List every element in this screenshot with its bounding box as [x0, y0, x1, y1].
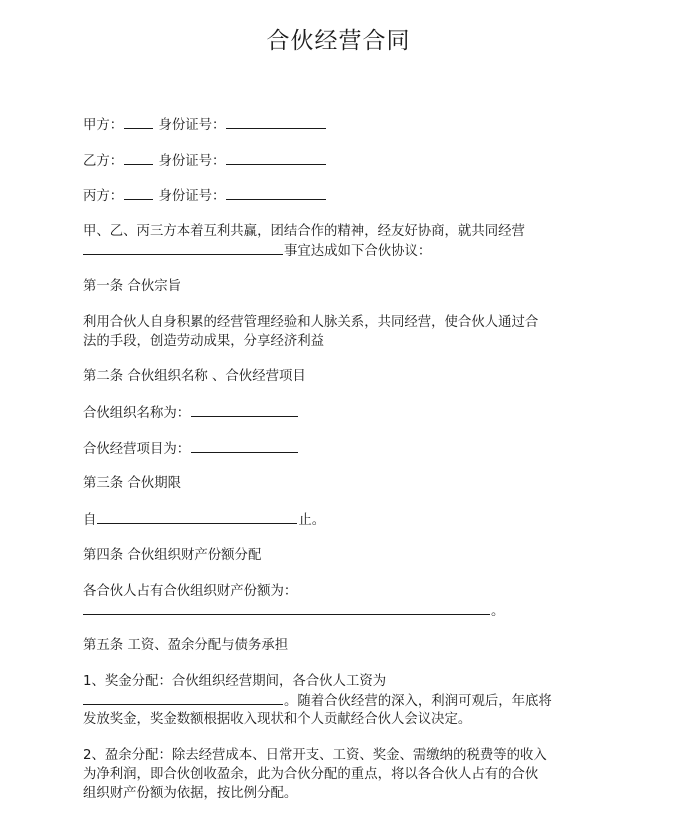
party-c-id-blank[interactable] — [226, 186, 326, 200]
article-5-heading: 第五条 工资、盈余分配与债务承担 — [83, 638, 289, 653]
share-line-1: 各合伙人占有合伙组织财产份额为： — [83, 584, 298, 599]
party-c-id-label: 身份证号： — [158, 189, 226, 204]
article-1-line-1: 利用合伙人自身积累的经营管理经验和人脉关系，共同经营，使合伙人通过合 — [83, 315, 539, 330]
surplus-line-2: 为净利润，即合伙创收盈余，此为合伙分配的重点，将以各合伙人占有的合伙 — [83, 767, 539, 782]
intro-line-2 — [83, 241, 593, 261]
share-end: 。 — [491, 604, 505, 619]
article-2-heading: 第二条 合伙组织名称 、合伙经营项目 — [83, 369, 306, 384]
bonus-line-3: 发放奖金，奖金数额根据收入现状和个人贡献经合伙人会议决定。 — [83, 712, 472, 727]
party-b-line — [83, 151, 593, 171]
share-blank[interactable] — [83, 601, 490, 615]
article-4-heading: 第四条 合伙组织财产份额分配 — [83, 548, 262, 563]
term-from-label: 自 — [83, 513, 97, 528]
party-c-line — [83, 186, 593, 206]
salary-blank[interactable] — [83, 691, 283, 705]
term-blank[interactable] — [97, 510, 297, 524]
org-name-label: 合伙组织名称为： — [83, 406, 191, 421]
intro-line-2-text: 事宜达成如下合伙协议： — [284, 244, 432, 259]
term-line — [83, 510, 593, 530]
article-1-line-2: 法的手段，创造劳动成果，分享经济利益 — [83, 334, 325, 349]
document-title: 合伙经营合同 — [266, 28, 411, 54]
party-a-label: 甲方： — [83, 118, 124, 133]
project-blank[interactable] — [191, 439, 298, 453]
intro-line-1: 甲、乙、丙三方本着互利共赢，团结合作的精神，经友好协商，就共同经营 — [83, 224, 525, 239]
party-a-id-label: 身份证号： — [158, 118, 226, 133]
share-line-2 — [83, 601, 593, 621]
party-c-name-blank[interactable] — [124, 186, 153, 200]
org-name-blank[interactable] — [191, 403, 298, 417]
party-b-label: 乙方： — [83, 154, 124, 169]
project-label: 合伙经营项目为： — [83, 442, 191, 457]
party-c-label: 丙方： — [83, 189, 124, 204]
party-a-id-blank[interactable] — [226, 115, 326, 129]
party-b-id-blank[interactable] — [226, 151, 326, 165]
term-to-label: 止。 — [298, 513, 326, 528]
project-line — [83, 439, 593, 459]
article-3-heading: 第三条 合伙期限 — [83, 476, 181, 491]
surplus-line-1: 2、盈余分配：除去经营成本、日常开支、工资、奖金、需缴纳的税费等的收入 — [83, 748, 547, 763]
surplus-line-3: 组织财产份额为依据，按比例分配。 — [83, 786, 298, 801]
party-a-line — [83, 115, 593, 135]
party-b-id-label: 身份证号： — [158, 154, 226, 169]
bonus-line-1: 1、奖金分配：合伙组织经营期间，各合伙人工资为 — [83, 674, 387, 689]
article-1-heading: 第一条 合伙宗旨 — [83, 279, 181, 294]
business-blank[interactable] — [83, 241, 283, 255]
bonus-line-2 — [83, 691, 593, 711]
party-a-name-blank[interactable] — [124, 115, 153, 129]
bonus-line-2-text: 。随着合伙经营的深入，利润可观后，年底将 — [284, 694, 552, 709]
party-b-name-blank[interactable] — [124, 151, 153, 165]
org-name-line — [83, 403, 593, 423]
